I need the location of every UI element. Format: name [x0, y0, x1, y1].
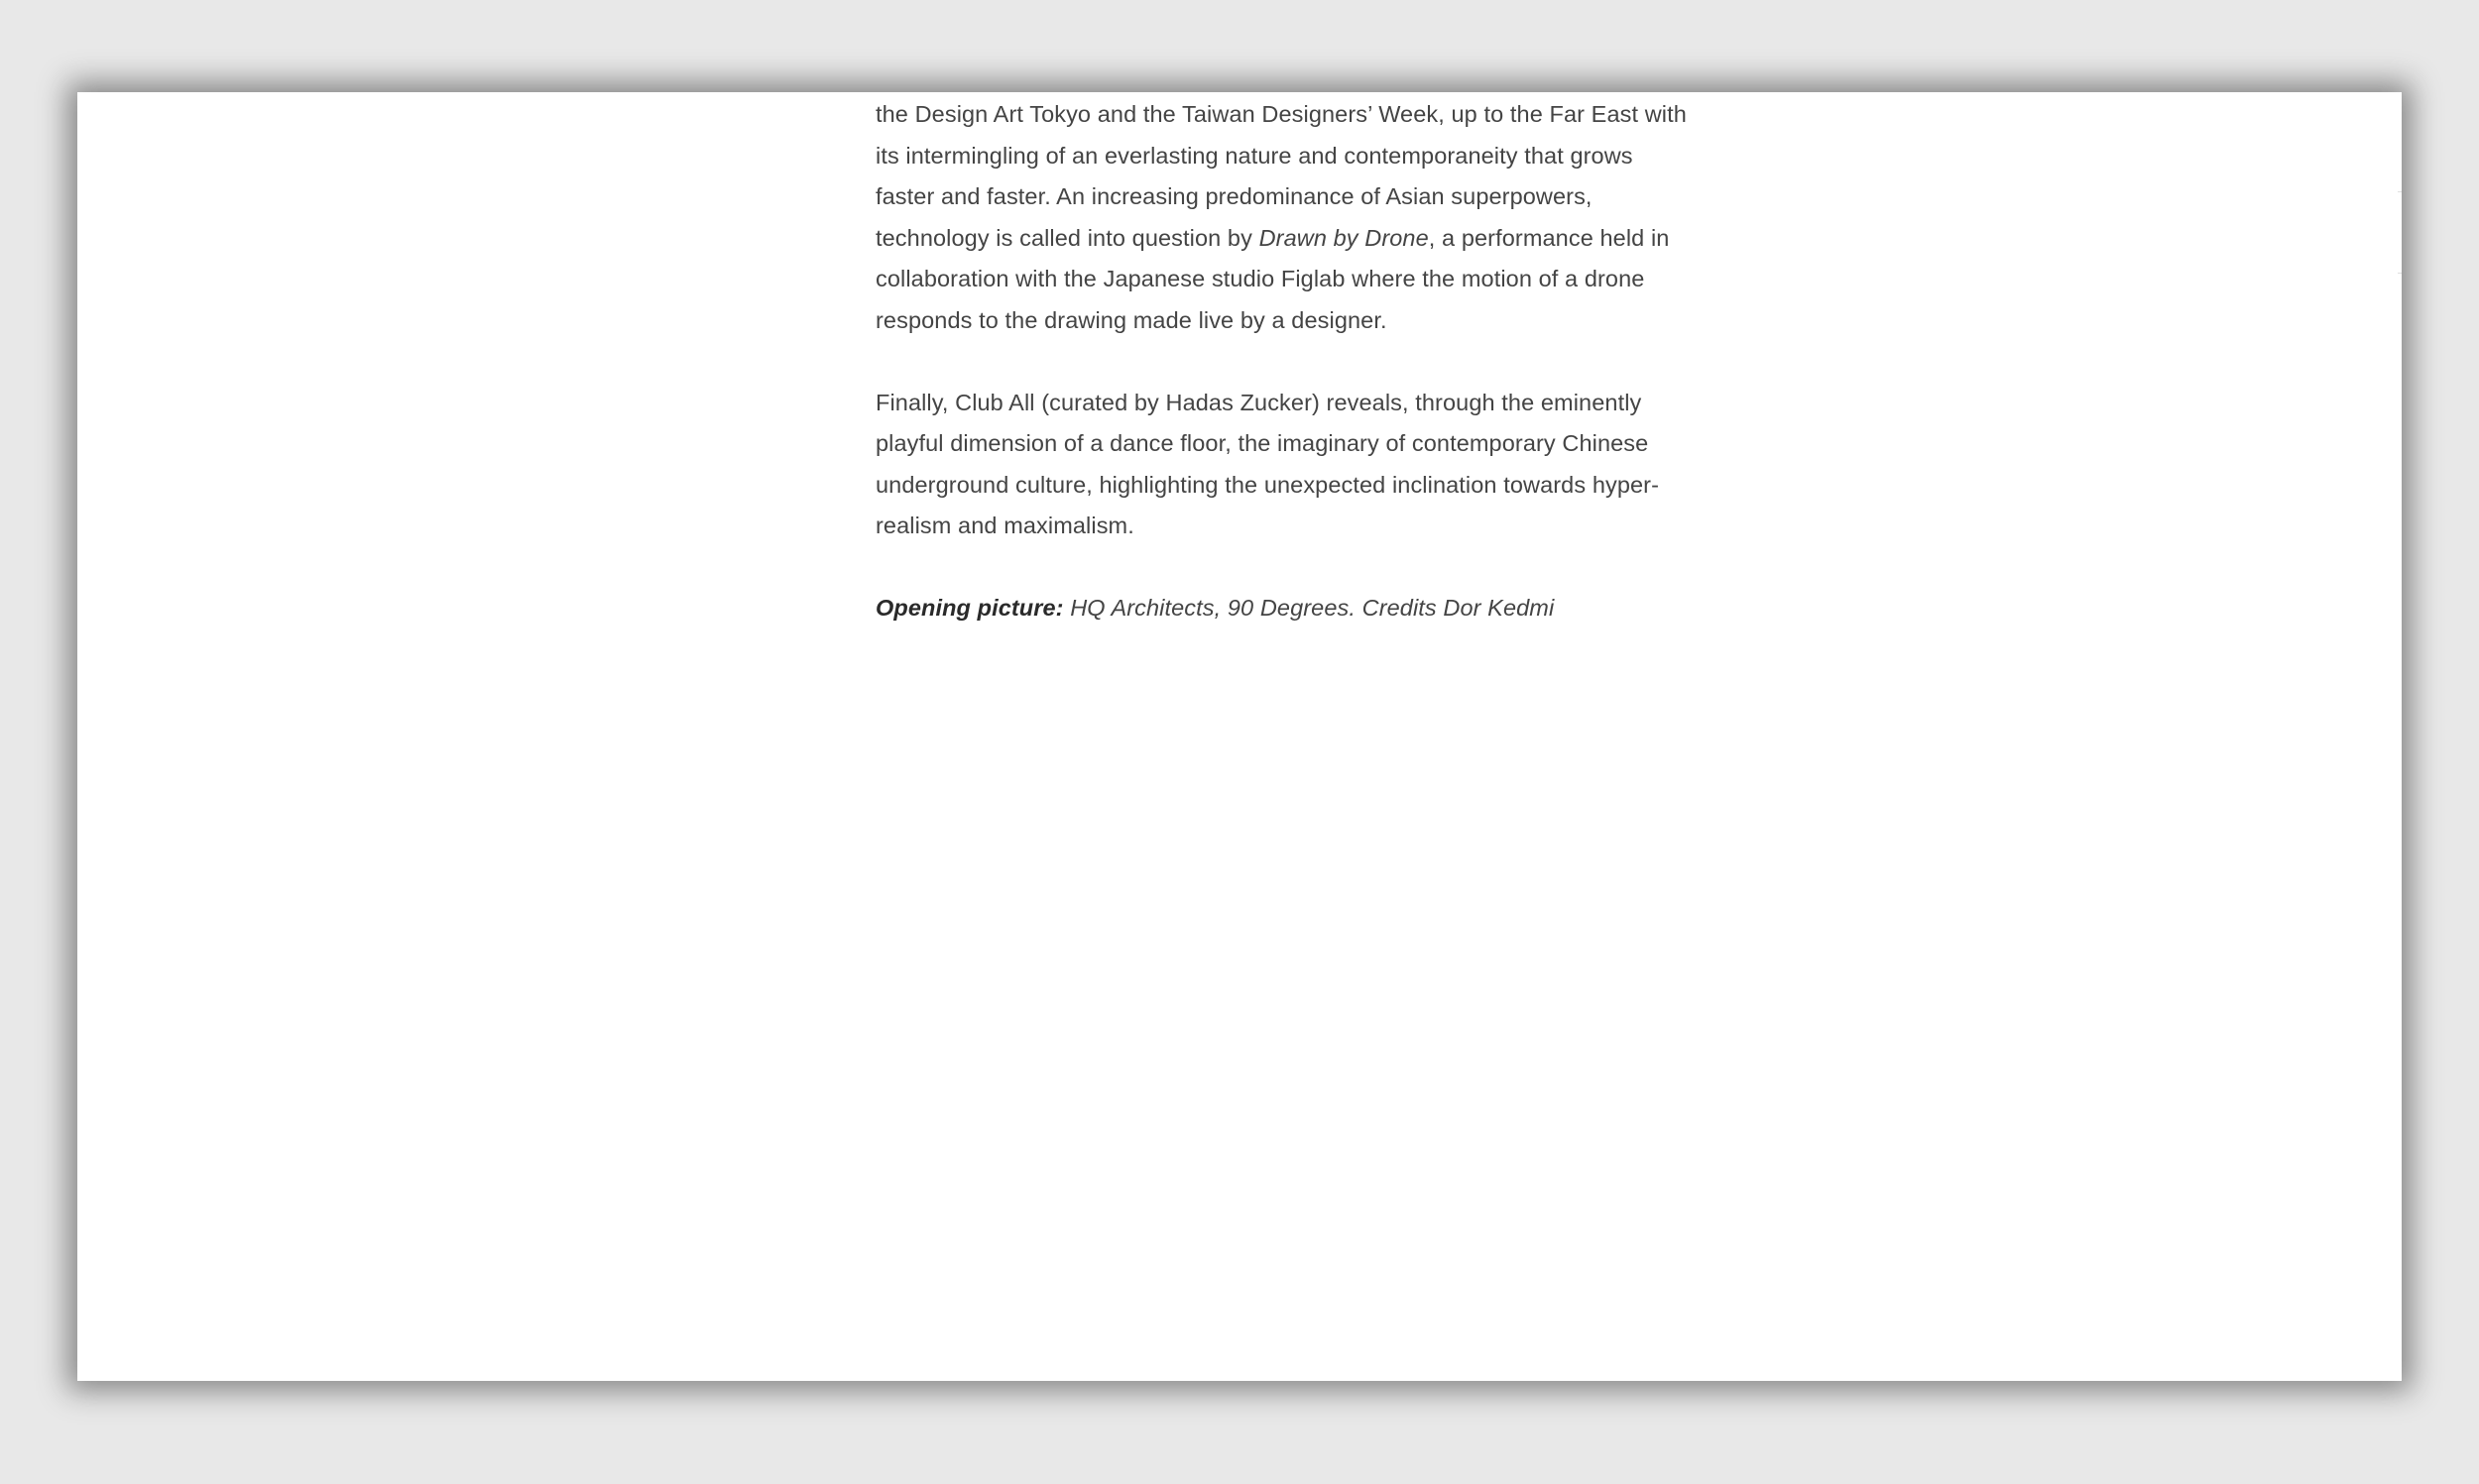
caption-text: HQ Architects, 90 Degrees. Credits Dor Kedmi: [1063, 595, 1555, 621]
scrollbar-mark: [2398, 191, 2402, 192]
scrollbar-mark: [2398, 273, 2402, 274]
paragraph-drawn-by-drone: [876, 94, 1689, 341]
paragraph-club-all: Finally, Club All (curated by Hadas Zucker) reveals, through the eminently playful dimension of a dance floor, the imaginary of contemporary Chinese underground culture, highlighting the unexpected inclination towards hyper-realism and maximalism.: [876, 389, 1660, 538]
caption-label: Opening picture:: [876, 595, 1064, 621]
opening-picture-caption: [876, 588, 1689, 629]
paragraph-text-end: , a performance held in collaboration with the Japanese studio Figlab where the motion of a drone responds to the drawing made live by a designer.: [876, 224, 1670, 333]
article-body: [876, 94, 1689, 670]
browser-page: [77, 92, 2402, 1381]
drawn-by-drone-title: Drawn by Drone: [1258, 224, 1429, 251]
paragraph-text-start: the Design Art Tokyo and the Taiwan Designers’ Week, up to the Far East with its intermingling of an everlasting nature and contemporaneity that grows faster and faster. An increasing predominance of Asian superpowers, technology is called into question by: [876, 101, 1687, 251]
